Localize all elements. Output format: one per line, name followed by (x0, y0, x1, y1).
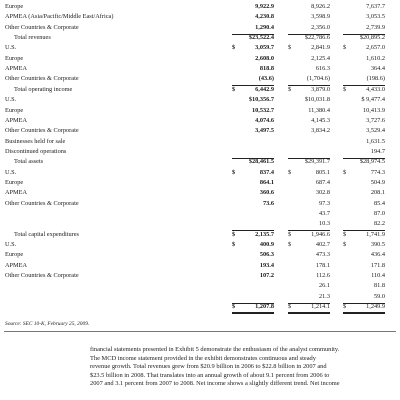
cell-c2 (288, 281, 330, 291)
cell-value: 402.7 (315, 241, 330, 249)
cell-value: 504.9 (370, 178, 385, 186)
table-row (0, 188, 400, 198)
cell-c1 (232, 64, 274, 74)
cell-c3 (343, 271, 385, 281)
cell-c2 (288, 302, 330, 312)
total-rule (232, 303, 274, 304)
table-row (0, 230, 400, 240)
currency-symbol: $ (343, 241, 347, 249)
cell-value: 837.4 (259, 168, 274, 176)
row-label: Other Countries & Corporate (5, 199, 79, 207)
cell-c2 (288, 271, 330, 281)
cell-value: 4,074.6 (255, 116, 274, 124)
paragraph-line: financial statements presented in Exhibit 5 demonstrate the enthusiasm of the analyst community. (90, 346, 340, 353)
table-row (0, 43, 400, 53)
cell-value: 3,059.7 (255, 44, 274, 52)
table-row (0, 106, 400, 116)
row-label: U.S. (5, 96, 17, 104)
cell-c3 (343, 54, 385, 64)
cell-value: 171.8 (370, 261, 385, 269)
cell-value: 818.8 (259, 65, 274, 73)
total-double-rule (343, 312, 385, 314)
cell-c2 (288, 168, 330, 178)
cell-c3 (343, 85, 385, 95)
cell-value: 7,637.7 (366, 3, 385, 10)
total-rule (343, 34, 385, 35)
cell-value: 208.1 (370, 189, 385, 197)
total-rule (343, 230, 385, 231)
cell-c3 (343, 147, 385, 157)
cell-c1 (232, 219, 274, 229)
cell-c2 (288, 2, 330, 12)
total-rule (288, 85, 330, 86)
cell-c2 (288, 199, 330, 209)
row-label: Other Countries & Corporate (5, 127, 79, 135)
cell-c3 (343, 302, 385, 312)
cell-value: $10,031.8 (304, 96, 330, 104)
currency-symbol: $ (232, 44, 236, 52)
cell-value: $22,786.6 (304, 34, 330, 42)
currency-symbol: $ (288, 303, 292, 311)
total-rule (232, 230, 274, 231)
cell-value: 3,727.6 (366, 116, 385, 124)
cell-c3 (343, 74, 385, 84)
cell-value: 3,053.5 (366, 13, 385, 21)
total-rule (343, 158, 385, 159)
cell-c2 (288, 64, 330, 74)
cell-c1 (232, 74, 274, 84)
cell-value: 85.4 (373, 199, 385, 207)
cell-c1 (232, 126, 274, 136)
cell-value: 3,598.9 (311, 13, 330, 21)
row-label: Europe (5, 251, 24, 259)
cell-c1 (232, 209, 274, 219)
total-rule (288, 34, 330, 35)
cell-c2 (288, 74, 330, 84)
row-label: U.S. (5, 168, 17, 176)
cell-value: 10,413.9 (362, 106, 385, 114)
row-label: Total assets (14, 158, 44, 166)
cell-c1 (232, 188, 274, 198)
cell-value: 107.2 (259, 272, 274, 280)
paragraph-line: The MCD income statement provided in the exhibit demonstrates continuous and steady (90, 354, 316, 362)
cell-value: 506.3 (259, 251, 274, 259)
cell-value: 364.4 (370, 65, 385, 73)
cell-c3 (343, 281, 385, 291)
body-paragraph (90, 346, 392, 389)
row-label: Europe (5, 3, 24, 10)
cell-value: 2,608.0 (255, 54, 274, 62)
currency-symbol: $ (232, 85, 236, 93)
table-row (0, 116, 400, 126)
cell-value: 2,135.7 (255, 230, 274, 238)
cell-c3 (343, 23, 385, 33)
cell-value: 110.4 (371, 272, 385, 280)
cell-c2 (288, 188, 330, 198)
table-row (0, 271, 400, 281)
currency-symbol: $ (232, 230, 236, 238)
currency-symbol: $ (288, 241, 292, 249)
currency-symbol: $ (288, 168, 292, 176)
total-rule (288, 230, 330, 231)
cell-c1 (232, 137, 274, 147)
cell-c3 (343, 106, 385, 116)
cell-c1 (232, 199, 274, 209)
cell-c2 (288, 126, 330, 136)
cell-c1 (232, 261, 274, 271)
cell-c2 (288, 209, 330, 219)
cell-c1 (232, 271, 274, 281)
paragraph-line: 2007 and 3.1 percent from 2007 to 2008. Net income shows a slightly different trend. Net income (90, 380, 340, 387)
cell-c3 (343, 64, 385, 74)
row-label: Europe (5, 54, 24, 62)
cell-value: 687.4 (315, 178, 330, 186)
cell-c2 (288, 250, 330, 260)
cell-value: 2,739.9 (366, 23, 385, 31)
cell-value: 6,442.9 (255, 85, 274, 93)
cell-c2 (288, 116, 330, 126)
currency-symbol: $ (343, 303, 347, 311)
cell-c3 (343, 157, 385, 167)
cell-c1 (232, 12, 274, 22)
table-row (0, 23, 400, 33)
table-row (0, 261, 400, 271)
row-label: U.S. (5, 241, 17, 249)
table-row (0, 95, 400, 105)
table-row (0, 64, 400, 74)
cell-c1 (232, 54, 274, 64)
cell-value: 26.1 (318, 282, 330, 290)
row-label: Other Countries & Corporate (5, 23, 79, 31)
cell-c2 (288, 219, 330, 229)
cell-c2 (288, 12, 330, 22)
source-note: Source: SEC 10-K, February 25, 2009. (5, 321, 90, 327)
total-rule (343, 85, 385, 86)
cell-value: 616.3 (315, 65, 330, 73)
cell-c1 (232, 157, 274, 167)
table-row (0, 292, 400, 302)
row-label: APMEA (Asia/Pacific/Middle East/Africa) (5, 13, 114, 21)
table-row (0, 85, 400, 95)
cell-value: $23,522.4 (248, 34, 274, 42)
cell-c2 (288, 54, 330, 64)
cell-value: 3,879.0 (311, 85, 330, 93)
table-row (0, 12, 400, 22)
table-row (0, 178, 400, 188)
cell-value: 73.6 (262, 199, 274, 207)
row-label: APMEA (5, 261, 28, 269)
currency-symbol: $ (232, 241, 236, 249)
cell-c1 (232, 116, 274, 126)
currency-symbol: $ (343, 168, 347, 176)
cell-value: 864.1 (259, 178, 274, 186)
row-label: Other Countries & Corporate (5, 75, 79, 83)
total-rule (288, 303, 330, 304)
cell-value: 87.0 (373, 210, 385, 217)
total-rule (232, 34, 274, 35)
section-divider (4, 331, 396, 332)
cell-value: 59.0 (373, 292, 385, 300)
cell-value: $28,974.5 (359, 158, 385, 166)
table-row (0, 199, 400, 209)
cell-c3 (343, 12, 385, 22)
cell-c2 (288, 137, 330, 147)
cell-value: 9,922.9 (255, 3, 274, 10)
cell-value: 1,741.9 (366, 230, 385, 238)
table-row (0, 219, 400, 229)
cell-c1 (232, 292, 274, 302)
total-rule (232, 85, 274, 86)
cell-value: 10.3 (318, 220, 330, 228)
cell-value: 81.8 (373, 282, 385, 290)
currency-symbol: $ (343, 85, 347, 93)
table-row (0, 302, 400, 312)
cell-value: 178.1 (315, 261, 330, 269)
cell-value: $29,391.7 (304, 158, 330, 166)
currency-symbol: $ (288, 85, 292, 93)
paragraph-line: $23.5 billion in 2008. That translates into an annual growth of about 9.1 percent from 2006 to (90, 371, 330, 379)
cell-c1 (232, 106, 274, 116)
cell-value: (1,704.6) (306, 75, 330, 83)
table-row (0, 74, 400, 84)
cell-c3 (343, 2, 385, 12)
cell-value: (198.6) (366, 75, 385, 83)
table-row (0, 126, 400, 136)
row-label: APMEA (5, 65, 28, 73)
cell-c2 (288, 95, 330, 105)
row-label: APMEA (5, 116, 28, 124)
cell-c2 (288, 147, 330, 157)
cell-c2 (288, 85, 330, 95)
cell-c2 (288, 178, 330, 188)
row-label: U.S. (5, 44, 17, 52)
cell-c1 (232, 85, 274, 95)
cell-c1 (232, 302, 274, 312)
total-double-rule (288, 312, 330, 314)
table-row (0, 157, 400, 167)
table-row (0, 33, 400, 43)
table-row (0, 209, 400, 219)
cell-c2 (288, 292, 330, 302)
cell-c3 (343, 230, 385, 240)
cell-value: 1,290.4 (255, 23, 274, 31)
cell-value: 2,657.0 (366, 44, 385, 52)
cell-c3 (343, 250, 385, 260)
cell-value: 1,214.1 (311, 303, 330, 311)
cell-value: 112.6 (316, 272, 330, 280)
cell-value: 11,380.4 (308, 106, 330, 114)
cell-value: 82.2 (373, 220, 385, 228)
row-label: Total revenues (14, 34, 51, 42)
cell-c2 (288, 157, 330, 167)
cell-value: 4,433.0 (366, 85, 385, 93)
cell-value: 43.7 (318, 210, 330, 217)
cell-c2 (288, 261, 330, 271)
table-row (0, 147, 400, 157)
cell-value: 1,610.2 (366, 54, 385, 62)
currency-symbol: $ (232, 303, 236, 311)
cell-c1 (232, 23, 274, 33)
table-row (0, 240, 400, 250)
row-label: APMEA (5, 189, 28, 197)
cell-c1 (232, 95, 274, 105)
cell-c3 (343, 219, 385, 229)
cell-value: $ 9,477.4 (361, 96, 385, 104)
cell-value: 21.3 (318, 292, 330, 300)
cell-value: 8,926.2 (311, 3, 330, 10)
cell-c1 (232, 147, 274, 157)
cell-c2 (288, 23, 330, 33)
table-row (0, 54, 400, 64)
total-rule (232, 158, 274, 159)
cell-c1 (232, 2, 274, 12)
cell-c2 (288, 230, 330, 240)
cell-value: 436.4 (370, 251, 385, 259)
row-label: Total operating income (14, 85, 73, 93)
cell-c2 (288, 33, 330, 43)
cell-c1 (232, 33, 274, 43)
cell-value: 194.7 (370, 147, 385, 155)
table-row (0, 137, 400, 147)
cell-value: 10,532.7 (251, 106, 274, 114)
row-label: Other Countries & Corporate (5, 272, 79, 280)
cell-c3 (343, 33, 385, 43)
cell-c1 (232, 230, 274, 240)
cell-c2 (288, 106, 330, 116)
total-rule (288, 158, 330, 159)
cell-value: $20,895.2 (359, 34, 385, 42)
cell-value: 3,529.4 (366, 127, 385, 135)
cell-value: 1,207.8 (255, 303, 274, 311)
cell-c1 (232, 240, 274, 250)
cell-c3 (343, 137, 385, 147)
cell-value: 473.3 (315, 251, 330, 259)
row-label: Businesses held for sale (5, 137, 66, 145)
cell-value: 2,356.0 (311, 23, 330, 31)
cell-c1 (232, 250, 274, 260)
cell-value: 400.9 (259, 241, 274, 249)
cell-c3 (343, 168, 385, 178)
row-label: Total capital expenditures (14, 230, 79, 238)
row-label: Europe (5, 178, 24, 186)
row-label: Europe (5, 106, 24, 114)
currency-symbol: $ (232, 168, 236, 176)
cell-c2 (288, 240, 330, 250)
row-label: Discontinued operations (5, 147, 67, 155)
cell-c2 (288, 43, 330, 53)
cell-value: 1,249.9 (366, 303, 385, 311)
cell-c3 (343, 95, 385, 105)
cell-c3 (343, 126, 385, 136)
cell-c3 (343, 199, 385, 209)
cell-c1 (232, 281, 274, 291)
currency-symbol: $ (343, 44, 347, 52)
cell-value: 193.4 (259, 261, 274, 269)
cell-value: $28,461.5 (248, 158, 274, 166)
cell-value: 3,834.2 (311, 127, 330, 135)
cell-value: 2,841.9 (311, 44, 330, 52)
table-row (0, 2, 400, 12)
cell-c3 (343, 116, 385, 126)
cell-value: 4,230.8 (255, 13, 274, 21)
cell-value: 302.8 (315, 189, 330, 197)
cell-value: $10,356.7 (248, 96, 274, 104)
cell-value: 805.1 (315, 168, 330, 176)
cell-value: 390.5 (370, 241, 385, 249)
total-double-rule (232, 312, 274, 314)
cell-c3 (343, 261, 385, 271)
total-rule (343, 303, 385, 304)
cell-value: 97.3 (318, 199, 330, 207)
cell-c3 (343, 209, 385, 219)
cell-c3 (343, 43, 385, 53)
table-row (0, 168, 400, 178)
cell-value: 2,125.4 (311, 54, 330, 62)
cell-value: 1,946.6 (311, 230, 330, 238)
cell-value: 774.3 (370, 168, 385, 176)
table-row (0, 250, 400, 260)
paragraph-line: revenue growth. Total revenues grew from $20.9 billion in 2006 to $22.8 billion in 2007 and (90, 363, 327, 370)
cell-value: 1,631.5 (366, 137, 385, 145)
currency-symbol: $ (288, 230, 292, 238)
cell-c3 (343, 292, 385, 302)
cell-value: 4,145.3 (311, 116, 330, 124)
currency-symbol: $ (288, 44, 292, 52)
cell-c1 (232, 43, 274, 53)
currency-symbol: $ (343, 230, 347, 238)
cell-c3 (343, 240, 385, 250)
table-row (0, 281, 400, 291)
cell-c1 (232, 178, 274, 188)
cell-value: (43.6) (258, 75, 274, 83)
cell-c1 (232, 168, 274, 178)
cell-c3 (343, 178, 385, 188)
cell-value: 360.6 (259, 189, 274, 197)
cell-value: 3,497.5 (255, 127, 274, 135)
cell-c3 (343, 188, 385, 198)
